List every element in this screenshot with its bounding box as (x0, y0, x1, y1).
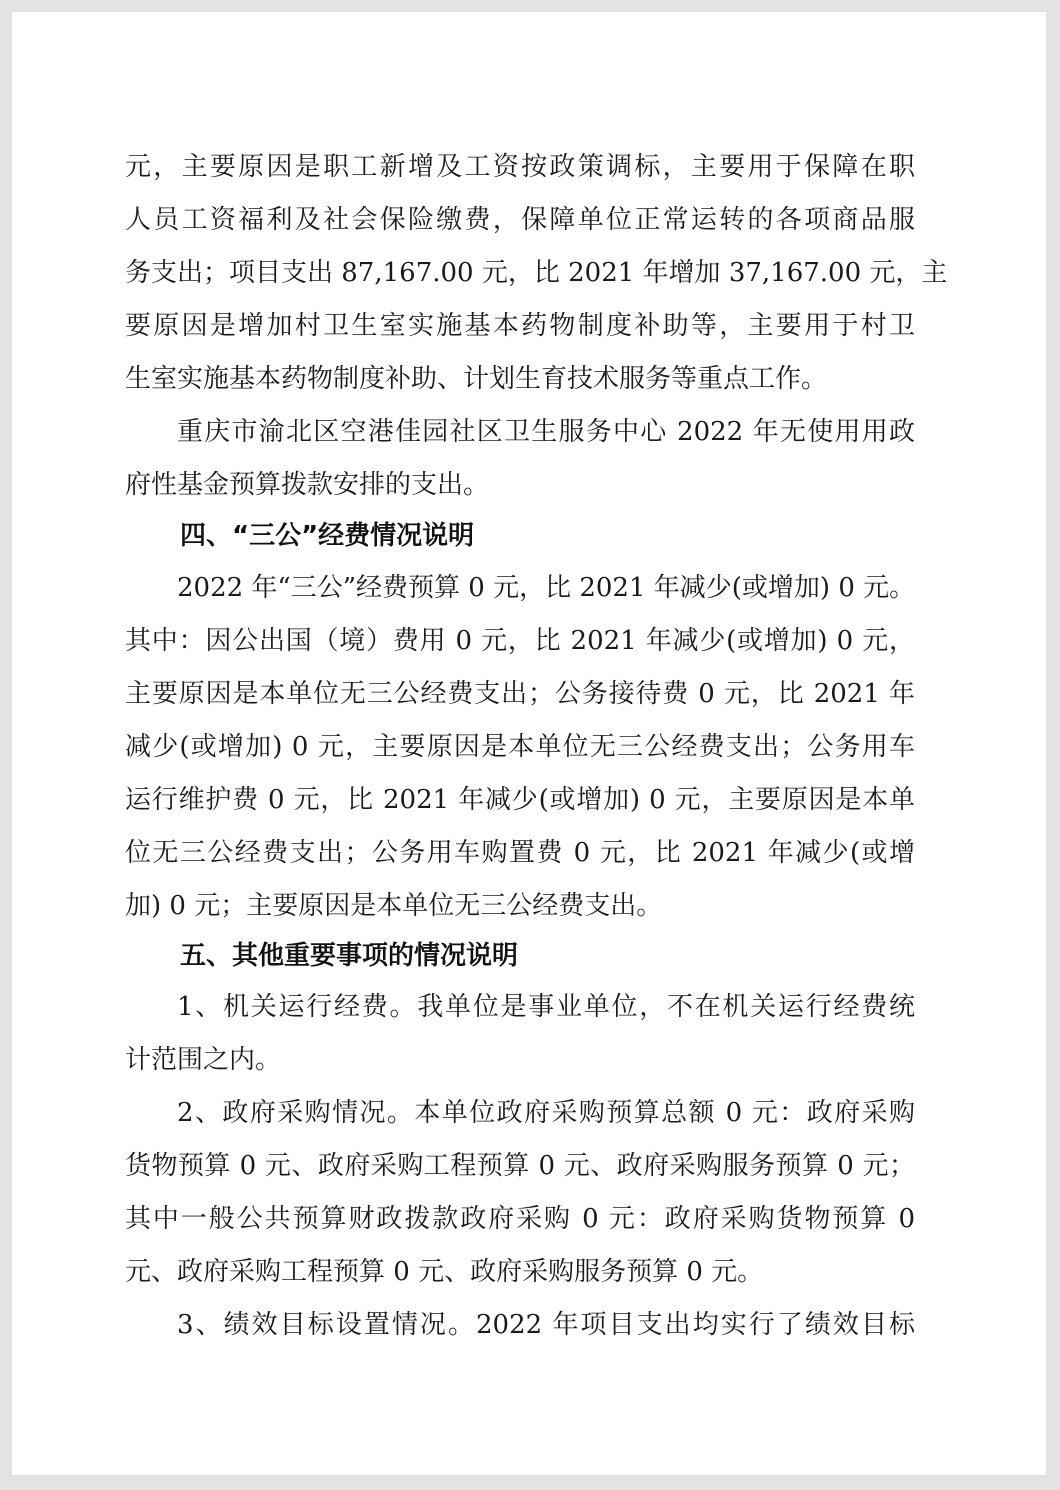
text-line: 其中一般公共预算财政拨款政府采购 0 元：政府采购货物预算 0 (125, 1204, 915, 1234)
text-line: 人员工资福利及社会保险缴费，保障单位正常运转的各项商品服 (125, 205, 915, 235)
text-line: 2022 年“三公”经费预算 0 元，比 2021 年减少(或增加) 0 元。 (177, 573, 916, 603)
text-line: 府性基金预算拨款安排的支出。 (125, 470, 490, 500)
text-line: 计范围之内。 (125, 1045, 282, 1075)
section-heading-other-matters: 五、其他重要事项的情况说明 (180, 941, 519, 971)
text-line: 元、政府采购工程预算 0 元、政府采购服务预算 0 元。 (125, 1257, 764, 1287)
text-line: 3、绩效目标设置情况。2022 年项目支出均实行了绩效目标 (177, 1310, 915, 1340)
text-line: 2、政府采购情况。本单位政府采购预算总额 0 元：政府采购 (177, 1098, 915, 1128)
text-line: 务支出；项目支出 87,167.00 元，比 2021 年增加 37,167.00 元，主 (125, 258, 948, 288)
text-line: 货物预算 0 元、政府采购工程预算 0 元、政府采购服务预算 0 元； (125, 1151, 915, 1181)
text-line: 生室实施基本药物制度补助、计划生育技术服务等重点工作。 (125, 364, 828, 394)
text-line: 元，主要原因是职工新增及工资按政策调标，主要用于保障在职 (125, 152, 915, 182)
text-line: 主要原因是本单位无三公经费支出；公务接待费 0 元，比 2021 年 (125, 679, 915, 709)
text-line: 1、机关运行经费。我单位是事业单位，不在机关运行经费统 (177, 992, 915, 1022)
text-line: 要原因是增加村卫生室实施基本药物制度补助等，主要用于村卫 (125, 311, 915, 341)
text-line: 重庆市渝北区空港佳园社区卫生服务中心 2022 年无使用用政 (177, 417, 915, 447)
section-heading-three-public: 四、“三公”经费情况说明 (180, 521, 475, 551)
text-line: 运行维护费 0 元，比 2021 年减少(或增加) 0 元，主要原因是本单 (125, 785, 915, 815)
text-line: 减少(或增加) 0 元，主要原因是本单位无三公经费支出；公务用车 (125, 732, 915, 762)
text-line: 位无三公经费支出；公务用车购置费 0 元，比 2021 年减少(或增 (125, 838, 915, 868)
text-line: 其中：因公出国（境）费用 0 元，比 2021 年减少(或增加) 0 元， (125, 626, 915, 656)
text-line: 加) 0 元；主要原因是本单位无三公经费支出。 (125, 891, 663, 921)
